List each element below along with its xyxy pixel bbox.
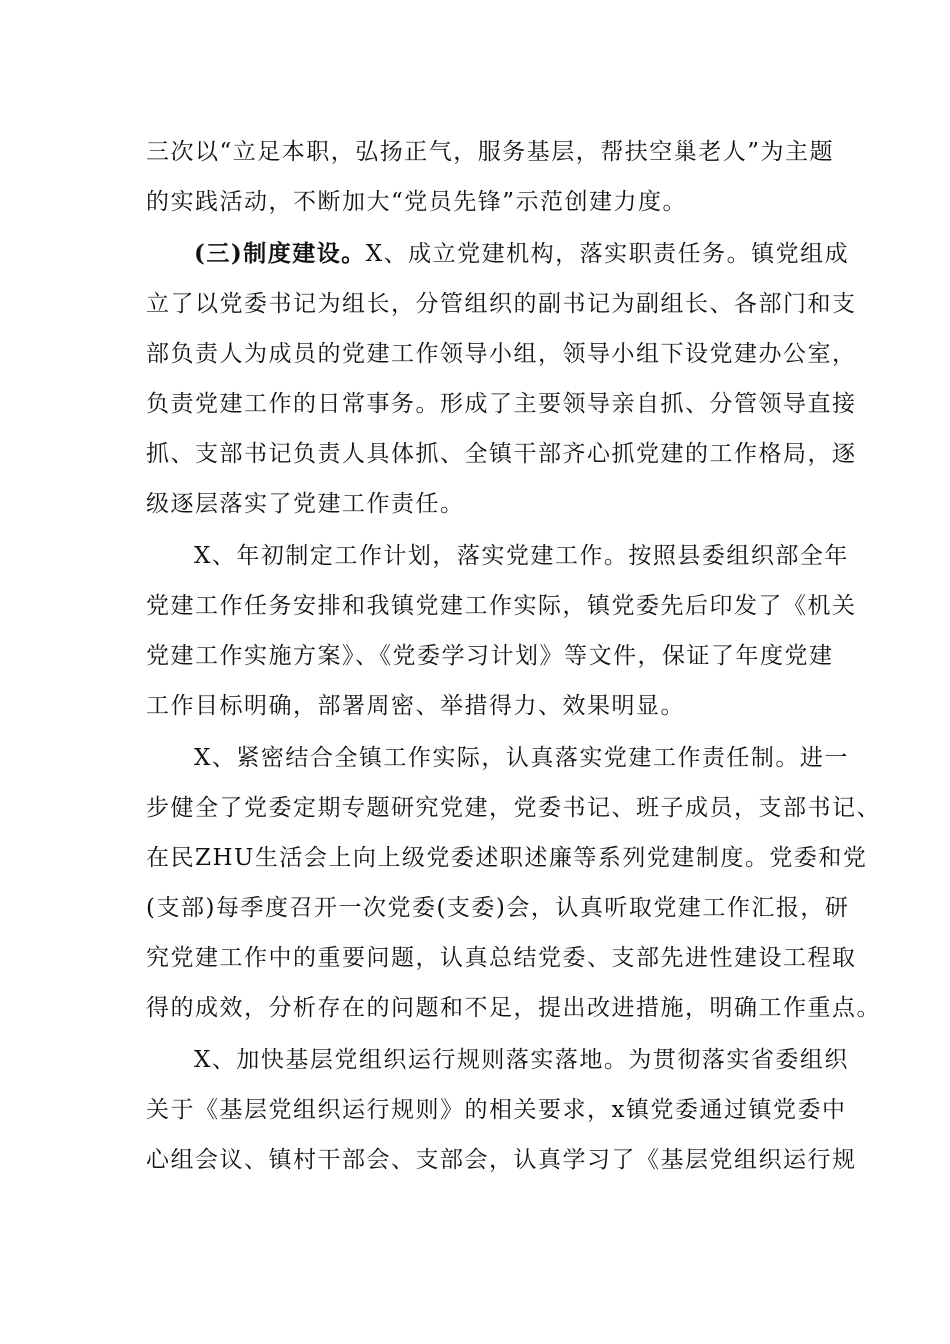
paragraph-2-first-line-text: X、成立党建机构，落实职责任务。镇党组成 — [365, 241, 850, 267]
paragraph-5-line-3: 心组会议、镇村干部会、支部会，认真学习了《基层党组织运行规 — [146, 1147, 857, 1173]
paragraph-4-line-4: (支部)每季度召开一次党委(支委)会，认真听取党建工作汇报，研 — [146, 895, 850, 921]
paragraph-2-line-3: 部负责人为成员的党建工作领导小组，领导小组下设党建办公室， — [146, 341, 857, 367]
paragraph-2-line-6: 级逐层落实了党建工作责任。 — [146, 491, 465, 517]
paragraph-4-line-2: 步健全了党委定期专题研究党建，党委书记、班子成员，支部书记、 — [146, 795, 881, 821]
paragraph-2-line-2: 立了以党委书记为组长，分管组织的副书记为副组长、各部门和支 — [146, 291, 857, 317]
paragraph-3-line-4: 工作目标明确，部署周密、举措得力、效果明显。 — [146, 693, 685, 719]
paragraph-2-first-line — [194, 239, 850, 269]
paragraph-5-line-1: X、加快基层党组织运行规则落实落地。为贯彻落实省委组织 — [194, 1047, 849, 1073]
paragraph-5-line-2: 关于《基层党组织运行规则》的相关要求，x镇党委通过镇党委中 — [146, 1097, 847, 1123]
paragraph-3-line-2: 党建工作任务安排和我镇党建工作实际，镇党委先后印发了《机关 — [146, 593, 857, 619]
paragraph-4-line-5: 究党建工作中的重要问题，认真总结党委、支部先进性建设工程取 — [146, 945, 857, 971]
paragraph-1-line-1: 三次以“立足本职，弘扬正气，服务基层，帮扶空巢老人”为主题 — [146, 139, 835, 165]
paragraph-1-line-2: 的实践活动，不断加大“党员先锋”示范创建力度。 — [146, 189, 688, 215]
section-heading: (三)制度建设。 — [194, 240, 366, 267]
paragraph-2-line-5: 抓、支部书记负责人具体抓、全镇干部齐心抓党建的工作格局，逐 — [146, 441, 857, 467]
paragraph-3-line-1: X、年初制定工作计划，落实党建工作。按照县委组织部全年 — [194, 543, 849, 569]
paragraph-2-line-4: 负责党建工作的日常事务。形成了主要领导亲自抓、分管领导直接 — [146, 391, 857, 417]
paragraph-4-line-1: X、紧密结合全镇工作实际，认真落实党建工作责任制。进一 — [194, 745, 849, 771]
paragraph-4-line-6: 得的成效，分析存在的问题和不足，提出改进措施，明确工作重点。 — [146, 995, 881, 1021]
paragraph-3-line-3: 党建工作实施方案》、《党委学习计划》等文件，保证了年度党建 — [146, 643, 834, 669]
paragraph-4-line-3: 在民ZHU生活会上向上级党委述职述廉等系列党建制度。党委和党 — [146, 845, 868, 871]
